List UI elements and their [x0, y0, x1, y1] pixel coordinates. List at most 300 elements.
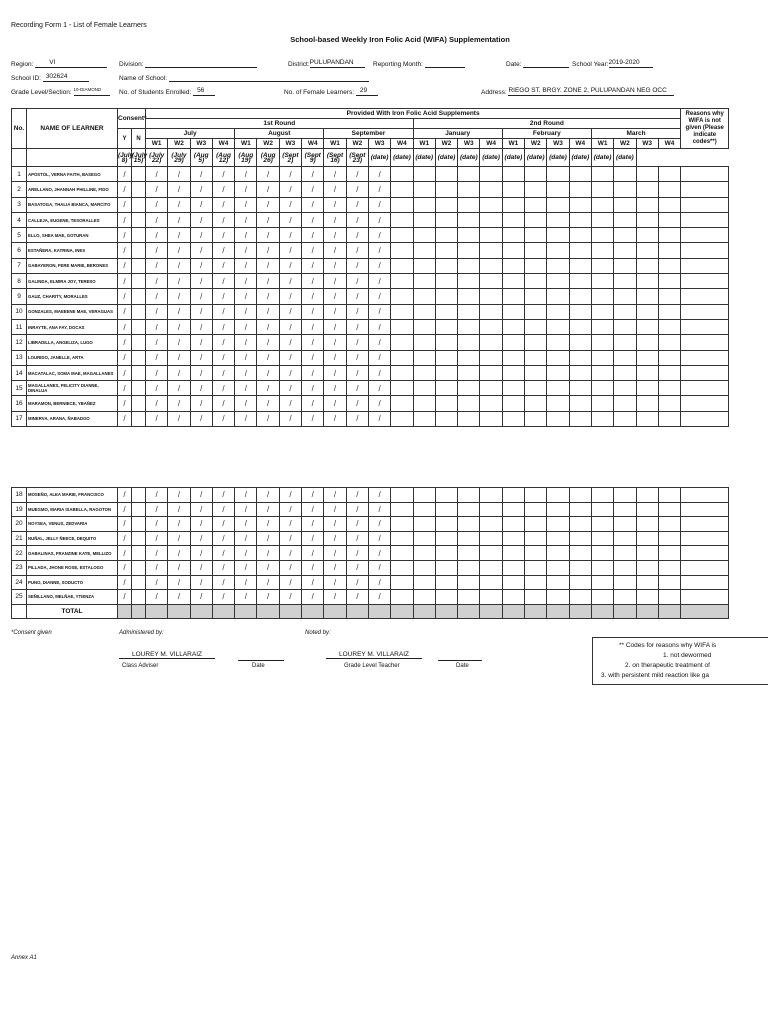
supplement-cell[interactable]	[591, 274, 613, 289]
consent-yes-cell[interactable]: /	[118, 350, 132, 365]
supplement-cell[interactable]	[480, 381, 502, 396]
supplement-cell[interactable]	[525, 488, 547, 503]
supplement-cell[interactable]: /	[324, 396, 346, 411]
supplement-cell[interactable]: /	[324, 517, 346, 532]
supplement-cell[interactable]	[391, 197, 413, 212]
supplement-cell[interactable]	[614, 590, 636, 605]
supplement-cell[interactable]	[413, 228, 435, 243]
supplement-cell[interactable]	[391, 335, 413, 350]
supplement-cell[interactable]	[658, 546, 680, 561]
supplement-cell[interactable]	[614, 350, 636, 365]
supplement-cell[interactable]	[480, 365, 502, 380]
supplement-cell[interactable]	[458, 228, 480, 243]
supplement-cell[interactable]: /	[257, 304, 279, 319]
supplement-cell[interactable]: /	[212, 274, 234, 289]
supplement-cell[interactable]	[435, 197, 457, 212]
supplement-cell[interactable]	[614, 228, 636, 243]
supplement-cell[interactable]	[525, 289, 547, 304]
supplement-cell[interactable]	[502, 243, 524, 258]
supplement-cell[interactable]	[636, 197, 658, 212]
supplement-cell[interactable]	[413, 350, 435, 365]
consent-no-cell[interactable]	[132, 350, 146, 365]
supplement-cell[interactable]	[658, 531, 680, 546]
supplement-cell[interactable]	[591, 350, 613, 365]
supplement-cell[interactable]	[547, 575, 569, 590]
supplement-cell[interactable]: /	[368, 258, 390, 273]
supplement-cell[interactable]	[458, 274, 480, 289]
supplement-cell[interactable]	[547, 212, 569, 227]
supplement-cell[interactable]	[480, 350, 502, 365]
supplement-cell[interactable]: /	[368, 304, 390, 319]
consent-no-cell[interactable]	[132, 381, 146, 396]
supplement-cell[interactable]: /	[190, 365, 212, 380]
supplement-cell[interactable]: /	[346, 182, 368, 197]
supplement-cell[interactable]: /	[190, 531, 212, 546]
supplement-cell[interactable]: /	[235, 167, 257, 182]
supplement-cell[interactable]	[591, 590, 613, 605]
supplement-cell[interactable]	[591, 212, 613, 227]
supplement-cell[interactable]	[525, 590, 547, 605]
supplement-cell[interactable]	[658, 197, 680, 212]
supplement-cell[interactable]	[480, 531, 502, 546]
supplement-cell[interactable]	[502, 546, 524, 561]
supplement-cell[interactable]	[435, 365, 457, 380]
supplement-cell[interactable]	[391, 304, 413, 319]
supplement-cell[interactable]: /	[235, 590, 257, 605]
supplement-cell[interactable]: /	[368, 502, 390, 517]
supplement-cell[interactable]	[435, 258, 457, 273]
supplement-cell[interactable]: /	[279, 258, 301, 273]
supplement-cell[interactable]	[435, 488, 457, 503]
supplement-cell[interactable]	[591, 411, 613, 426]
supplement-cell[interactable]	[525, 575, 547, 590]
supplement-cell[interactable]	[591, 289, 613, 304]
supplement-cell[interactable]	[658, 396, 680, 411]
supplement-cell[interactable]: /	[235, 335, 257, 350]
supplement-cell[interactable]	[480, 243, 502, 258]
consent-no-cell[interactable]	[132, 258, 146, 273]
consent-yes-cell[interactable]: /	[118, 258, 132, 273]
consent-no-cell[interactable]	[132, 335, 146, 350]
supplement-cell[interactable]	[435, 396, 457, 411]
supplement-cell[interactable]	[569, 182, 591, 197]
supplement-cell[interactable]	[502, 197, 524, 212]
supplement-cell[interactable]	[435, 289, 457, 304]
supplement-cell[interactable]	[636, 258, 658, 273]
supplement-cell[interactable]	[502, 212, 524, 227]
supplement-cell[interactable]	[636, 381, 658, 396]
supplement-cell[interactable]: /	[324, 319, 346, 334]
supplement-cell[interactable]	[391, 411, 413, 426]
supplement-cell[interactable]	[391, 167, 413, 182]
supplement-cell[interactable]: /	[212, 319, 234, 334]
supplement-cell[interactable]	[547, 396, 569, 411]
supplement-cell[interactable]	[435, 243, 457, 258]
supplement-cell[interactable]: /	[302, 517, 324, 532]
supplement-cell[interactable]	[569, 411, 591, 426]
supplement-cell[interactable]: /	[346, 517, 368, 532]
supplement-cell[interactable]: /	[212, 243, 234, 258]
supplement-cell[interactable]	[658, 243, 680, 258]
supplement-cell[interactable]: /	[346, 167, 368, 182]
supplement-cell[interactable]: /	[168, 396, 190, 411]
consent-yes-cell[interactable]: /	[118, 590, 132, 605]
supplement-cell[interactable]	[413, 560, 435, 575]
supplement-cell[interactable]: /	[146, 488, 168, 503]
supplement-cell[interactable]: /	[302, 411, 324, 426]
supplement-cell[interactable]: /	[212, 411, 234, 426]
supplement-cell[interactable]	[636, 546, 658, 561]
supplement-cell[interactable]: /	[235, 197, 257, 212]
supplement-cell[interactable]: /	[368, 182, 390, 197]
supplement-cell[interactable]	[480, 197, 502, 212]
supplement-cell[interactable]: /	[302, 335, 324, 350]
supplement-cell[interactable]: /	[302, 575, 324, 590]
supplement-cell[interactable]: /	[346, 350, 368, 365]
consent-yes-cell[interactable]: /	[118, 517, 132, 532]
supplement-cell[interactable]	[458, 531, 480, 546]
supplement-cell[interactable]: /	[257, 381, 279, 396]
supplement-cell[interactable]	[502, 531, 524, 546]
reason-cell[interactable]	[681, 517, 729, 532]
supplement-cell[interactable]: /	[324, 228, 346, 243]
supplement-cell[interactable]	[547, 488, 569, 503]
consent-no-cell[interactable]	[132, 590, 146, 605]
supplement-cell[interactable]	[525, 350, 547, 365]
supplement-cell[interactable]: /	[368, 365, 390, 380]
supplement-cell[interactable]: /	[346, 197, 368, 212]
supplement-cell[interactable]	[435, 560, 457, 575]
supplement-cell[interactable]	[591, 335, 613, 350]
consent-yes-cell[interactable]: /	[118, 304, 132, 319]
supplement-cell[interactable]: /	[146, 411, 168, 426]
supplement-cell[interactable]	[547, 546, 569, 561]
supplement-cell[interactable]	[391, 396, 413, 411]
supplement-cell[interactable]	[658, 167, 680, 182]
supplement-cell[interactable]: /	[168, 243, 190, 258]
supplement-cell[interactable]	[480, 396, 502, 411]
supplement-cell[interactable]	[458, 488, 480, 503]
supplement-cell[interactable]: /	[212, 560, 234, 575]
supplement-cell[interactable]	[391, 258, 413, 273]
supplement-cell[interactable]: /	[257, 560, 279, 575]
supplement-cell[interactable]	[636, 575, 658, 590]
supplement-cell[interactable]	[502, 575, 524, 590]
supplement-cell[interactable]: /	[324, 350, 346, 365]
supplement-cell[interactable]	[480, 517, 502, 532]
supplement-cell[interactable]: /	[302, 228, 324, 243]
supplement-cell[interactable]	[525, 197, 547, 212]
supplement-cell[interactable]: /	[368, 488, 390, 503]
supplement-cell[interactable]	[569, 319, 591, 334]
supplement-cell[interactable]: /	[279, 335, 301, 350]
supplement-cell[interactable]: /	[168, 182, 190, 197]
supplement-cell[interactable]	[480, 258, 502, 273]
supplement-cell[interactable]: /	[279, 289, 301, 304]
supplement-cell[interactable]: /	[146, 517, 168, 532]
supplement-cell[interactable]: /	[257, 182, 279, 197]
supplement-cell[interactable]	[614, 304, 636, 319]
supplement-cell[interactable]	[413, 546, 435, 561]
supplement-cell[interactable]: /	[302, 381, 324, 396]
supplement-cell[interactable]	[658, 212, 680, 227]
supplement-cell[interactable]: /	[146, 546, 168, 561]
supplement-cell[interactable]: /	[368, 350, 390, 365]
supplement-cell[interactable]	[435, 575, 457, 590]
supplement-cell[interactable]: /	[146, 335, 168, 350]
supplement-cell[interactable]: /	[324, 304, 346, 319]
supplement-cell[interactable]	[480, 304, 502, 319]
supplement-cell[interactable]	[435, 381, 457, 396]
supplement-cell[interactable]: /	[146, 228, 168, 243]
supplement-cell[interactable]	[391, 289, 413, 304]
supplement-cell[interactable]: /	[212, 502, 234, 517]
supplement-cell[interactable]	[636, 335, 658, 350]
supplement-cell[interactable]	[458, 335, 480, 350]
supplement-cell[interactable]	[569, 304, 591, 319]
consent-yes-cell[interactable]: /	[118, 274, 132, 289]
supplement-cell[interactable]	[658, 289, 680, 304]
supplement-cell[interactable]	[547, 517, 569, 532]
supplement-cell[interactable]: /	[212, 258, 234, 273]
supplement-cell[interactable]	[458, 350, 480, 365]
supplement-cell[interactable]: /	[324, 411, 346, 426]
supplement-cell[interactable]	[636, 228, 658, 243]
supplement-cell[interactable]	[525, 517, 547, 532]
supplement-cell[interactable]	[502, 590, 524, 605]
reason-cell[interactable]	[681, 274, 729, 289]
supplement-cell[interactable]	[614, 182, 636, 197]
supplement-cell[interactable]	[435, 546, 457, 561]
supplement-cell[interactable]	[480, 546, 502, 561]
supplement-cell[interactable]	[458, 197, 480, 212]
supplement-cell[interactable]	[636, 274, 658, 289]
supplement-cell[interactable]: /	[346, 289, 368, 304]
supplement-cell[interactable]: /	[324, 381, 346, 396]
supplement-cell[interactable]	[636, 212, 658, 227]
supplement-cell[interactable]: /	[146, 167, 168, 182]
supplement-cell[interactable]	[413, 365, 435, 380]
supplement-cell[interactable]: /	[257, 319, 279, 334]
supplement-cell[interactable]: /	[368, 228, 390, 243]
supplement-cell[interactable]: /	[302, 212, 324, 227]
supplement-cell[interactable]: /	[302, 304, 324, 319]
supplement-cell[interactable]: /	[168, 546, 190, 561]
supplement-cell[interactable]	[435, 517, 457, 532]
supplement-cell[interactable]: /	[302, 167, 324, 182]
supplement-cell[interactable]	[614, 319, 636, 334]
supplement-cell[interactable]: /	[257, 167, 279, 182]
supplement-cell[interactable]	[458, 167, 480, 182]
supplement-cell[interactable]: /	[257, 350, 279, 365]
supplement-cell[interactable]: /	[368, 531, 390, 546]
consent-yes-cell[interactable]: /	[118, 197, 132, 212]
supplement-cell[interactable]: /	[257, 258, 279, 273]
supplement-cell[interactable]: /	[146, 289, 168, 304]
supplement-cell[interactable]: /	[368, 274, 390, 289]
consent-yes-cell[interactable]: /	[118, 381, 132, 396]
supplement-cell[interactable]: /	[168, 335, 190, 350]
supplement-cell[interactable]: /	[257, 546, 279, 561]
supplement-cell[interactable]	[458, 182, 480, 197]
supplement-cell[interactable]	[458, 396, 480, 411]
supplement-cell[interactable]: /	[279, 365, 301, 380]
supplement-cell[interactable]	[614, 167, 636, 182]
supplement-cell[interactable]: /	[235, 319, 257, 334]
supplement-cell[interactable]: /	[346, 575, 368, 590]
supplement-cell[interactable]	[591, 517, 613, 532]
supplement-cell[interactable]: /	[212, 396, 234, 411]
supplement-cell[interactable]: /	[368, 212, 390, 227]
supplement-cell[interactable]: /	[324, 575, 346, 590]
supplement-cell[interactable]	[658, 274, 680, 289]
supplement-cell[interactable]	[413, 575, 435, 590]
supplement-cell[interactable]	[569, 517, 591, 532]
supplement-cell[interactable]: /	[168, 289, 190, 304]
supplement-cell[interactable]: /	[368, 546, 390, 561]
supplement-cell[interactable]	[435, 590, 457, 605]
consent-no-cell[interactable]	[132, 531, 146, 546]
supplement-cell[interactable]: /	[146, 560, 168, 575]
supplement-cell[interactable]: /	[235, 243, 257, 258]
consent-yes-cell[interactable]: /	[118, 411, 132, 426]
supplement-cell[interactable]: /	[324, 258, 346, 273]
supplement-cell[interactable]: /	[168, 167, 190, 182]
supplement-cell[interactable]	[547, 531, 569, 546]
supplement-cell[interactable]: /	[190, 243, 212, 258]
consent-no-cell[interactable]	[132, 197, 146, 212]
supplement-cell[interactable]: /	[302, 243, 324, 258]
supplement-cell[interactable]: /	[324, 212, 346, 227]
consent-no-cell[interactable]	[132, 502, 146, 517]
supplement-cell[interactable]: /	[190, 167, 212, 182]
consent-no-cell[interactable]	[132, 546, 146, 561]
supplement-cell[interactable]	[591, 228, 613, 243]
supplement-cell[interactable]: /	[346, 212, 368, 227]
supplement-cell[interactable]: /	[302, 502, 324, 517]
supplement-cell[interactable]	[480, 411, 502, 426]
reason-cell[interactable]	[681, 590, 729, 605]
supplement-cell[interactable]	[525, 182, 547, 197]
supplement-cell[interactable]	[614, 575, 636, 590]
supplement-cell[interactable]: /	[302, 531, 324, 546]
supplement-cell[interactable]	[636, 411, 658, 426]
supplement-cell[interactable]: /	[168, 365, 190, 380]
supplement-cell[interactable]	[569, 502, 591, 517]
supplement-cell[interactable]	[391, 212, 413, 227]
supplement-cell[interactable]: /	[168, 319, 190, 334]
supplement-cell[interactable]	[525, 274, 547, 289]
supplement-cell[interactable]: /	[324, 197, 346, 212]
supplement-cell[interactable]: /	[235, 212, 257, 227]
supplement-cell[interactable]: /	[368, 289, 390, 304]
supplement-cell[interactable]: /	[190, 289, 212, 304]
supplement-cell[interactable]	[413, 258, 435, 273]
supplement-cell[interactable]: /	[235, 228, 257, 243]
supplement-cell[interactable]: /	[257, 411, 279, 426]
supplement-cell[interactable]	[614, 396, 636, 411]
supplement-cell[interactable]: /	[235, 182, 257, 197]
consent-no-cell[interactable]	[132, 396, 146, 411]
supplement-cell[interactable]	[591, 575, 613, 590]
supplement-cell[interactable]	[636, 167, 658, 182]
supplement-cell[interactable]: /	[257, 243, 279, 258]
supplement-cell[interactable]	[480, 212, 502, 227]
reason-cell[interactable]	[681, 531, 729, 546]
reason-cell[interactable]	[681, 488, 729, 503]
supplement-cell[interactable]	[658, 182, 680, 197]
supplement-cell[interactable]: /	[346, 228, 368, 243]
supplement-cell[interactable]	[458, 546, 480, 561]
supplement-cell[interactable]: /	[190, 590, 212, 605]
supplement-cell[interactable]: /	[168, 411, 190, 426]
supplement-cell[interactable]	[614, 258, 636, 273]
supplement-cell[interactable]: /	[279, 167, 301, 182]
supplement-cell[interactable]: /	[212, 212, 234, 227]
supplement-cell[interactable]	[636, 304, 658, 319]
supplement-cell[interactable]	[614, 289, 636, 304]
supplement-cell[interactable]: /	[190, 575, 212, 590]
supplement-cell[interactable]	[435, 335, 457, 350]
supplement-cell[interactable]: /	[168, 197, 190, 212]
supplement-cell[interactable]: /	[190, 197, 212, 212]
supplement-cell[interactable]: /	[279, 517, 301, 532]
consent-yes-cell[interactable]: /	[118, 212, 132, 227]
supplement-cell[interactable]	[547, 197, 569, 212]
supplement-cell[interactable]: /	[257, 274, 279, 289]
supplement-cell[interactable]	[591, 304, 613, 319]
supplement-cell[interactable]	[569, 243, 591, 258]
supplement-cell[interactable]: /	[190, 182, 212, 197]
supplement-cell[interactable]	[569, 335, 591, 350]
supplement-cell[interactable]	[547, 182, 569, 197]
supplement-cell[interactable]: /	[235, 531, 257, 546]
supplement-cell[interactable]	[658, 258, 680, 273]
supplement-cell[interactable]	[636, 350, 658, 365]
supplement-cell[interactable]: /	[324, 289, 346, 304]
supplement-cell[interactable]	[480, 560, 502, 575]
supplement-cell[interactable]: /	[212, 575, 234, 590]
supplement-cell[interactable]	[413, 396, 435, 411]
supplement-cell[interactable]	[458, 381, 480, 396]
supplement-cell[interactable]: /	[324, 335, 346, 350]
supplement-cell[interactable]: /	[346, 488, 368, 503]
supplement-cell[interactable]: /	[212, 365, 234, 380]
reason-cell[interactable]	[681, 335, 729, 350]
supplement-cell[interactable]	[391, 546, 413, 561]
supplement-cell[interactable]: /	[279, 531, 301, 546]
supplement-cell[interactable]: /	[168, 228, 190, 243]
supplement-cell[interactable]	[480, 274, 502, 289]
supplement-cell[interactable]	[614, 274, 636, 289]
supplement-cell[interactable]: /	[324, 488, 346, 503]
supplement-cell[interactable]: /	[235, 560, 257, 575]
supplement-cell[interactable]	[502, 289, 524, 304]
supplement-cell[interactable]	[547, 350, 569, 365]
supplement-cell[interactable]	[547, 304, 569, 319]
supplement-cell[interactable]	[591, 182, 613, 197]
reason-cell[interactable]	[681, 381, 729, 396]
supplement-cell[interactable]	[525, 243, 547, 258]
supplement-cell[interactable]	[502, 350, 524, 365]
supplement-cell[interactable]: /	[257, 335, 279, 350]
supplement-cell[interactable]: /	[168, 488, 190, 503]
supplement-cell[interactable]	[569, 575, 591, 590]
supplement-cell[interactable]	[591, 396, 613, 411]
supplement-cell[interactable]: /	[235, 365, 257, 380]
reason-cell[interactable]	[681, 212, 729, 227]
supplement-cell[interactable]	[614, 381, 636, 396]
